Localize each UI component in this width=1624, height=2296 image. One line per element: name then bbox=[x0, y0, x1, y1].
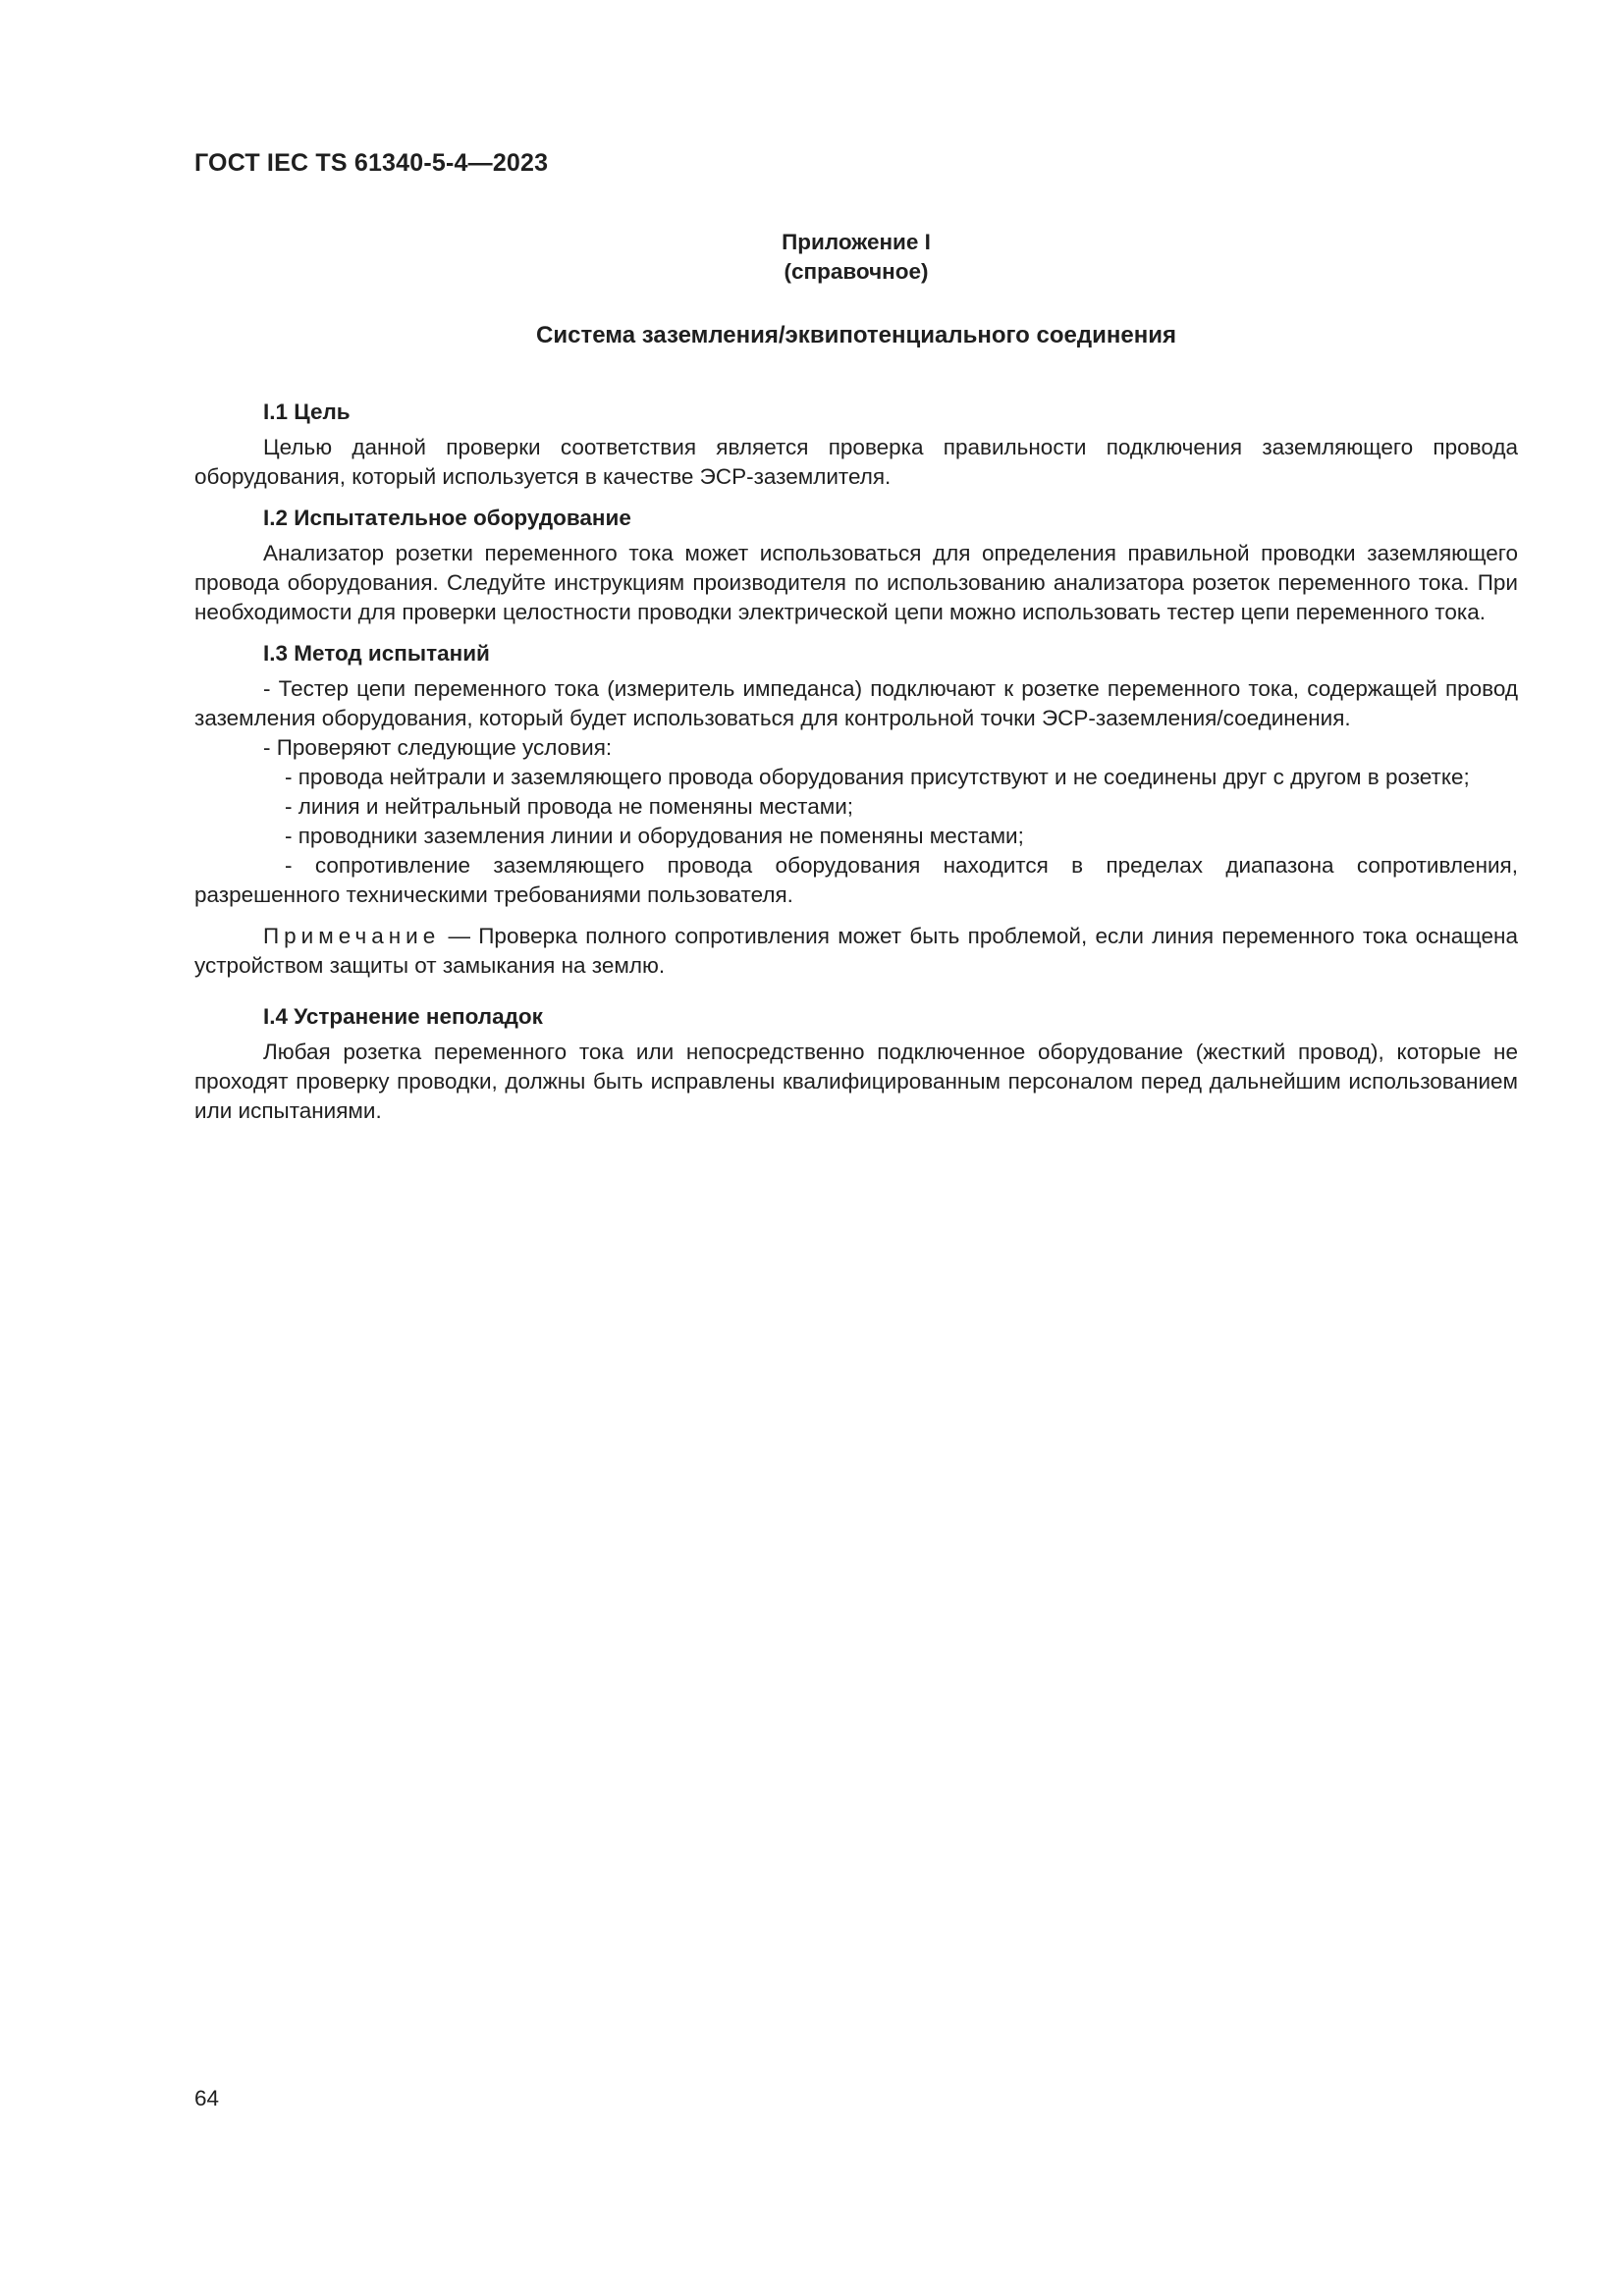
method-item-1: - Тестер цепи переменного тока (измеритель импеданса) подключают к розетке переменного тока, содержащей провод заземления оборудования, который будет использоваться для контрольной точки ЭСР-заземления/соединения. bbox=[194, 676, 1518, 730]
section-text-troubleshooting: Любая розетка переменного тока или непосредственно подключенное оборудование (жесткий провод), которые не проходят проверку проводки, должны быть исправлены квалифицированным персоналом перед дальнейшим использованием или испытаниями. bbox=[194, 1040, 1518, 1123]
section-heading-goal: I.1 Цель bbox=[263, 400, 351, 424]
document-id-header: ГОСТ IEC TS 61340-5-4—2023 bbox=[194, 149, 549, 177]
annex-title: Система заземления/эквипотенциального соединения bbox=[536, 322, 1176, 348]
section-text-equipment: Анализатор розетки переменного тока может использоваться для определения правильной проводки заземляющего провода оборудования. Следуйте инструкциям производителя по использованию анализатора розеток переменного тока. При необходимости для проверки целостности проводки электрической цепи можно использовать тестер цепи переменного тока. bbox=[194, 541, 1518, 624]
method-subitem-2: - линия и нейтральный провода не поменяны местами; bbox=[285, 794, 854, 819]
section-text-goal: Целью данной проверки соответствия является проверка правильности подключения заземляющего провода оборудования, который используется в качестве ЭСР-заземлителя. bbox=[194, 435, 1518, 489]
annex-status: (справочное) bbox=[784, 259, 929, 284]
annex-label: Приложение I bbox=[782, 230, 931, 254]
method-note bbox=[194, 922, 1518, 981]
note-text: — Проверка полного сопротивления может быть проблемой, если линия переменного тока оснащена устройством защиты от замыкания на землю. bbox=[194, 924, 1518, 978]
method-subitem-1: - провода нейтрали и заземляющего провода оборудования присутствуют и не соединены друг с другом в розетке; bbox=[285, 765, 1470, 789]
section-heading-method: I.3 Метод испытаний bbox=[263, 641, 490, 666]
method-subitem-3: - проводники заземления линии и оборудования не поменяны местами; bbox=[285, 824, 1024, 848]
method-item-2: - Проверяют следующие условия: bbox=[263, 735, 613, 760]
document-body bbox=[194, 398, 1518, 1126]
section-heading-troubleshooting: I.4 Устранение неполадок bbox=[263, 1004, 543, 1029]
section-heading-equipment: I.2 Испытательное оборудование bbox=[263, 506, 631, 530]
page-number: 64 bbox=[194, 2086, 220, 2110]
annex-heading bbox=[194, 228, 1518, 287]
method-subitem-4: - сопротивление заземляющего провода оборудования находится в пределах диапазона сопротивления, разрешенного техническими требованиями пользователя. bbox=[194, 853, 1518, 907]
note-label: Примечание bbox=[263, 924, 441, 948]
